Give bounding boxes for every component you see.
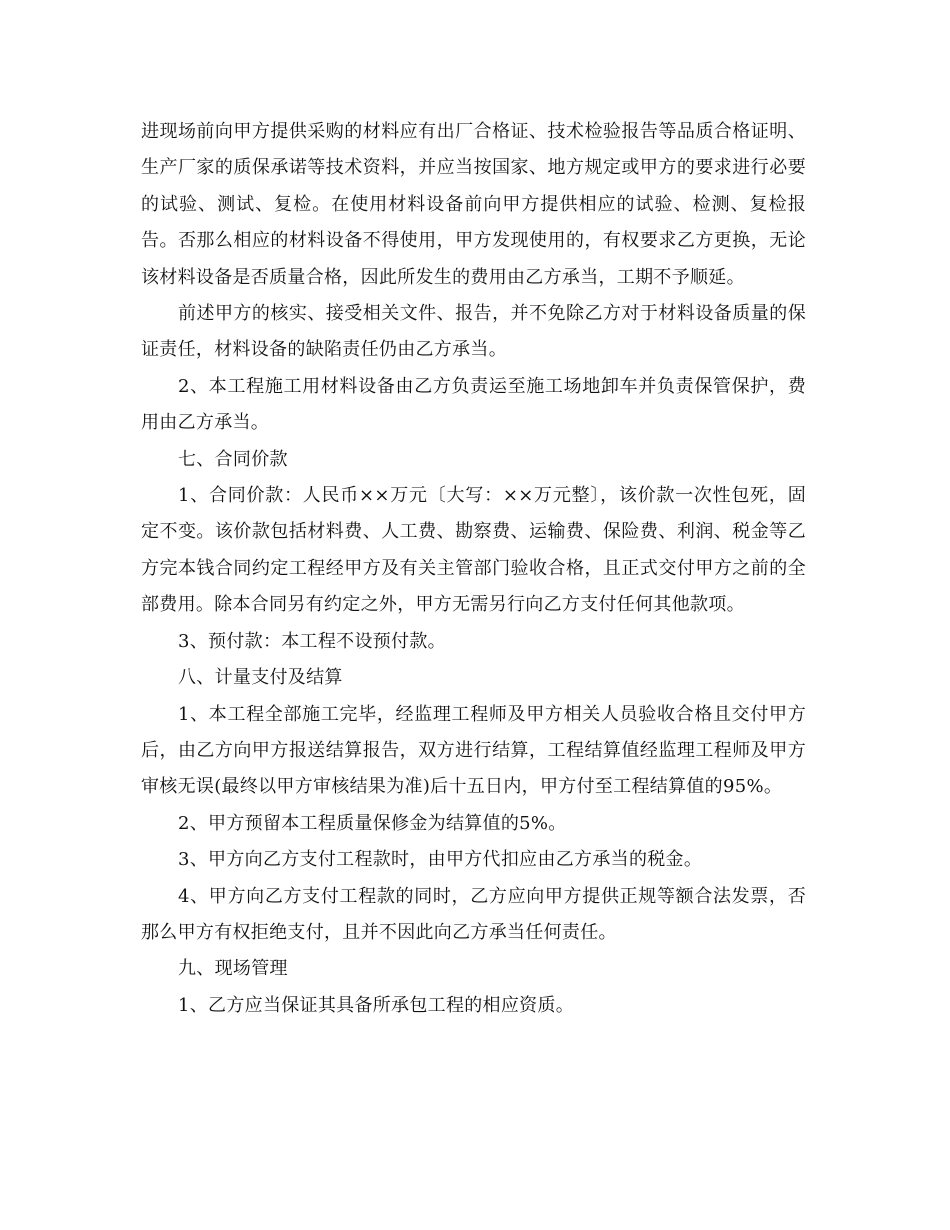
paragraph-material-transport: 2、本工程施工用材料设备由乙方负责运至施工场地卸车并负责保管保护，费用由乙方承当。: [141, 375, 806, 434]
paragraph-tax-withholding: 3、甲方向乙方支付工程款时，由甲方代扣应由乙方承当的税金。: [178, 849, 703, 871]
section-heading-site-management: 九、现场管理: [178, 958, 288, 980]
paragraph-invoice: 4、甲方向乙方支付工程款的同时，乙方应向甲方提供正规等额合法发票，否那么甲方有权拒绝支付，且并不因此向乙方承当任何责任。: [141, 885, 806, 943]
section-heading-payment-settlement: 八、计量支付及结算: [178, 667, 343, 689]
section-heading-contract-price: 七、合同价款: [178, 448, 288, 470]
paragraph-advance-payment: 3、预付款：本工程不设预付款。: [178, 630, 446, 652]
paragraph-warranty-retention: 2、甲方预留本工程质量保修金为结算值的5%。: [178, 812, 567, 834]
paragraph-verification-responsibility: 前述甲方的核实、接受相关文件、报告，并不免除乙方对于材料设备质量的保证责任，材料设备的缺陷责任仍由乙方承当。: [141, 303, 806, 361]
document-body: [141, 114, 806, 1024]
paragraph-settlement: 1、本工程全部施工完毕，经监理工程师及甲方相关人员验收合格且交付甲方后，由乙方向甲方报送结算报告，双方进行结算，工程结算值经监理工程师及甲方审核无误(最终以甲方审核结果为准)后十五日内，甲方付至工程结算值的95%。: [141, 703, 806, 798]
paragraph-contract-price: 1、合同价款：人民币××万元〔大写：××万元整〕，该价款一次性包死，固定不变。该价款包括材料费、人工费、勘察费、运输费、保险费、利润、税金等乙方完本钱合同约定工程经甲方及有关主管部门验收合格，且正式交付甲方之前的全部费用。除本合同另有约定之外，甲方无需另行向乙方支付任何其他款项。: [141, 485, 806, 616]
paragraph-qualification: 1、乙方应当保证其具备所承包工程的相应资质。: [178, 994, 575, 1016]
paragraph-material-inspection: 进现场前向甲方提供采购的材料应有出厂合格证、技术检验报告等品质合格证明、生产厂家的质保承诺等技术资料，并应当按国家、地方规定或甲方的要求进行必要的试验、测试、复检。在使用材料设备前向甲方提供相应的试验、检测、复检报告。否那么相应的材料设备不得使用，甲方发现使用的，有权要求乙方更换，无论该材料设备是否质量合格，因此所发生的费用由乙方承当，工期不予顺延。: [141, 121, 806, 288]
